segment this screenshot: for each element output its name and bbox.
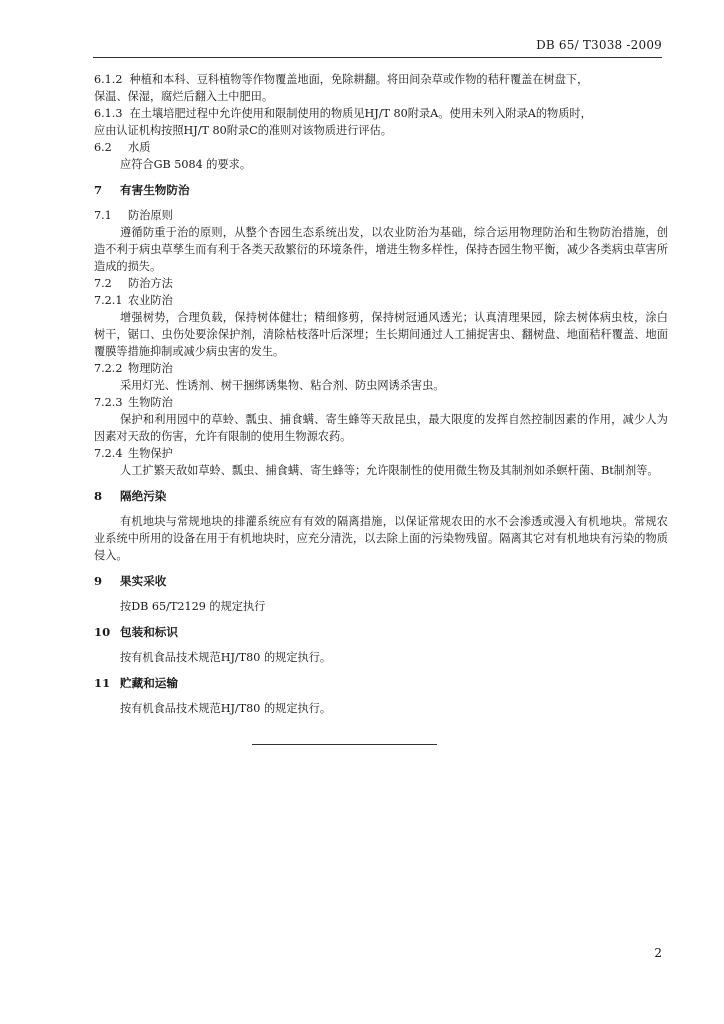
heading-title: 有害生物防治 [120,183,190,197]
heading-number: 9 [94,574,103,588]
heading-7 [94,182,668,199]
paragraph-6-2: 应符合GB 5084 的要求。 [120,158,252,171]
clause-number: 6.1.2 [94,73,123,86]
paragraph-8: 有机地块与常规地块的排灌系统应有有效的隔离措施，以保证常规农田的水不会渗透或漫入有机地块。常规农业系统中所用的设备在用于有机地块时，应充分清洗，以去除上面的污染物残留。隔离其它对有机地块有污染的物质侵入。 [94,515,668,562]
end-of-document-rule [252,744,437,745]
paragraph-7-2-2: 采用灯光、性诱剂、树干捆绑诱集物、粘合剂、防虫网诱杀害虫。 [120,379,445,392]
heading-7-2 [94,275,668,292]
paragraph-7-2-4: 人工扩繁天敌如草蛉、瓢虫、捕食螨、寄生蜂等；允许限制性的使用微生物及其制剂如杀螟杆菌、Bt制剂等。 [120,464,659,477]
header-rule [93,57,662,58]
clause-6-1-2 [94,71,668,105]
heading-title: 贮藏和运输 [120,676,178,690]
heading-number: 7.2.3 [94,396,123,409]
heading-7-2-3 [94,394,668,411]
paragraph-9: 按DB 65/T2129 的规定执行 [120,600,266,613]
clause-text: 保温、保湿，腐烂后翻入土中肥田。 [94,90,274,103]
clause-6-1-3 [94,105,668,139]
heading-number: 6.2 [94,141,112,154]
heading-number: 10 [94,625,111,639]
document-body [94,71,668,717]
paragraph-11: 按有机食品技术规范HJ/T80 的规定执行。 [120,702,332,715]
heading-number: 7.2.1 [94,294,123,307]
heading-number: 8 [94,489,103,503]
heading-title: 果实采收 [120,574,167,588]
heading-10 [94,624,668,641]
heading-number: 7.2.2 [94,362,123,375]
heading-title: 水质 [128,141,151,154]
heading-11 [94,675,668,692]
heading-title: 隔绝污染 [120,489,167,503]
page-number: 2 [654,946,662,960]
heading-6-2 [94,139,668,156]
clause-text: 应由认证机构按照HJ/T 80附录C的准则对该物质进行评估。 [94,124,392,137]
heading-9 [94,573,668,590]
clause-text: 在土壤培肥过程中允许使用和限制使用的物质见HJ/T 80附录A。使用未列入附录A的物质时， [129,107,592,120]
heading-number: 7.2.4 [94,447,123,460]
heading-7-2-2 [94,360,668,377]
heading-title: 农业防治 [128,294,173,307]
standard-code: DB 65/ T3038 -2009 [536,38,662,52]
paragraph-7-1: 遵循防重于治的原则，从整个杏园生态系统出发，以农业防治为基础，综合运用物理防治和生物防治措施，创造不利于病虫草孳生而有利于各类天敌繁衍的环境条件，增进生物多样性，保持杏园生物平衡，减少各类病虫草害所造成的损失。 [94,226,668,273]
paragraph-10: 按有机食品技术规范HJ/T80 的规定执行。 [120,651,332,664]
heading-title: 防治方法 [128,277,173,290]
heading-number: 11 [94,676,111,690]
heading-title: 生物保护 [128,447,173,460]
heading-title: 生物防治 [128,396,173,409]
paragraph-7-2-1: 增强树势，合理负载，保持树体健壮；精细修剪，保持树冠通风透光；认真清理果园，除去树体病虫枝，涂白树干，锯口、虫伤处要涂保护剂，清除枯枝落叶后深埋；生长期间通过人工捕捉害虫、翻树盘、地面秸秆覆盖、地面覆膜等措施抑制或减少病虫害的发生。 [94,311,668,358]
clause-text: 种植和本科、豆科植物等作物覆盖地面，免除耕翻。将田间杂草或作物的秸秆覆盖在树盘下， [129,73,589,86]
heading-7-2-1 [94,292,668,309]
heading-title: 包装和标识 [120,625,178,639]
heading-7-2-4 [94,445,668,462]
heading-8 [94,488,668,505]
heading-title: 防治原则 [128,209,173,222]
heading-number: 7.1 [94,209,112,222]
paragraph-7-2-3: 保护和利用园中的草蛉、瓢虫、捕食螨、寄生蜂等天敌昆虫，最大限度的发挥自然控制因素的作用，减少人为因素对天敌的伤害，允许有限制的使用生物源农药。 [94,413,668,443]
heading-7-1 [94,207,668,224]
heading-title: 物理防治 [128,362,173,375]
clause-number: 6.1.3 [94,107,123,120]
heading-number: 7.2 [94,277,112,290]
heading-number: 7 [94,183,103,197]
